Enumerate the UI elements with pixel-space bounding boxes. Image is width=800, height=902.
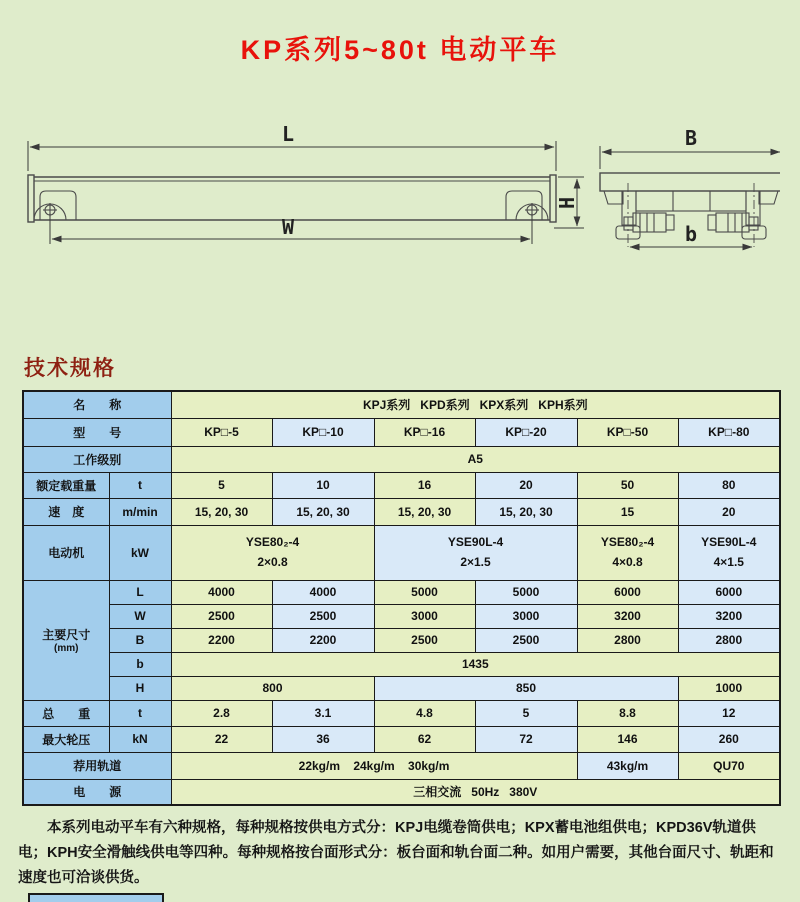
dim-cell: 800 [171, 676, 374, 700]
spec-table [22, 390, 781, 806]
dims-label: 主要尺寸 (mm) [23, 580, 109, 700]
motor-left [624, 213, 674, 232]
name-value: KPJ系列 KPD系列 KPX系列 KPH系列 [171, 391, 780, 418]
row-duty [23, 446, 780, 472]
technical-drawing [20, 125, 780, 273]
wheel-load-cell: 22 [171, 726, 272, 752]
dim-cell: 1000 [678, 676, 780, 700]
motor-cell: YSE80₂-4 4×0.8 [577, 525, 678, 580]
dimension-label-H: H [555, 196, 579, 210]
dim-cell: 6000 [678, 580, 780, 604]
section-heading: 技术规格 [24, 357, 116, 380]
row-dim-L [23, 580, 780, 604]
dim-cell: 3000 [374, 604, 475, 628]
rail-cell: 22kg/m 24kg/m 30kg/m [171, 752, 577, 779]
speed-cell: 15, 20, 30 [171, 498, 272, 525]
capacity-cell: 16 [374, 472, 475, 498]
duty-label: 工作级别 [23, 446, 171, 472]
capacity-cell: 5 [171, 472, 272, 498]
speed-cell: 15, 20, 30 [374, 498, 475, 525]
end-view-drawing [600, 126, 780, 247]
dim-cell: 2800 [678, 628, 780, 652]
speed-cell: 20 [678, 498, 780, 525]
next-table-cutoff [28, 893, 164, 902]
speed-cell: 15, 20, 30 [475, 498, 577, 525]
dim-key: b [109, 652, 171, 676]
speed-unit: m/min [109, 498, 171, 525]
duty-value: A5 [171, 446, 780, 472]
dim-cell: 1435 [171, 652, 780, 676]
dim-cell: 2200 [171, 628, 272, 652]
page-title: KP系列5~80t 电动平车 [240, 35, 560, 65]
model-cell: KP□-50 [577, 418, 678, 446]
dim-cell: 5000 [374, 580, 475, 604]
rail-cell: QU70 [678, 752, 780, 779]
dim-key: L [109, 580, 171, 604]
wheel-load-unit: kN [109, 726, 171, 752]
capacity-unit: t [109, 472, 171, 498]
row-model [23, 418, 780, 446]
dimension-label-B: B [684, 126, 698, 150]
motor-unit: kW [109, 525, 171, 580]
dimension-label-W: W [281, 215, 295, 239]
speed-cell: 15 [577, 498, 678, 525]
motor-cell: YSE80₂-4 2×0.8 [171, 525, 374, 580]
row-dim-H [23, 676, 780, 700]
wheel-load-cell: 146 [577, 726, 678, 752]
row-weight [23, 700, 780, 726]
capacity-cell: 20 [475, 472, 577, 498]
model-cell: KP□-5 [171, 418, 272, 446]
weight-cell: 3.1 [272, 700, 374, 726]
dim-cell: 2800 [577, 628, 678, 652]
row-capacity [23, 472, 780, 498]
model-cell: KP□-80 [678, 418, 780, 446]
side-view-drawing [28, 125, 584, 244]
capacity-cell: 10 [272, 472, 374, 498]
capacity-cell: 80 [678, 472, 780, 498]
capacity-cell: 50 [577, 472, 678, 498]
dim-key: B [109, 628, 171, 652]
dim-cell: 5000 [475, 580, 577, 604]
dim-key: W [109, 604, 171, 628]
row-dim-B [23, 628, 780, 652]
dim-cell: 2500 [171, 604, 272, 628]
wheel-load-label: 最大轮压 [23, 726, 109, 752]
motor-label: 电动机 [23, 525, 109, 580]
dimension-label-L: L [281, 125, 295, 146]
row-speed [23, 498, 780, 525]
weight-cell: 2.8 [171, 700, 272, 726]
row-dim-W [23, 604, 780, 628]
motor-right [708, 213, 758, 232]
dim-cell: 2500 [272, 604, 374, 628]
row-power [23, 779, 780, 805]
rail-label: 荐用轨道 [23, 752, 171, 779]
row-wheel-load [23, 726, 780, 752]
model-cell: KP□-16 [374, 418, 475, 446]
dim-cell: 6000 [577, 580, 678, 604]
dim-cell: 2500 [374, 628, 475, 652]
wheel-load-cell: 72 [475, 726, 577, 752]
rail-cell: 43kg/m [577, 752, 678, 779]
row-dim-b [23, 652, 780, 676]
weight-cell: 4.8 [374, 700, 475, 726]
speed-cell: 15, 20, 30 [272, 498, 374, 525]
wheel-load-cell: 62 [374, 726, 475, 752]
name-label: 名 称 [23, 391, 171, 418]
wheel-load-cell: 260 [678, 726, 780, 752]
model-cell: KP□-20 [475, 418, 577, 446]
dim-cell: 2500 [475, 628, 577, 652]
dim-cell: 2200 [272, 628, 374, 652]
weight-cell: 8.8 [577, 700, 678, 726]
dim-cell: 850 [374, 676, 678, 700]
footer-note: 本系列电动平车有六种规格，每种规格按供电方式分：KPJ电缆卷筒供电；KPX蓄电池组供电；KPD36V轨道供电；KPH安全滑触线供电等四种。每种规格按台面形式分：板台面和轨台面二种。如用户需要，其他台面尺寸、轨距和速度也可洽谈供货。 [18, 820, 774, 886]
weight-unit: t [109, 700, 171, 726]
dimension-label-b: b [684, 222, 698, 246]
row-name [23, 391, 780, 418]
model-cell: KP□-10 [272, 418, 374, 446]
dim-cell: 3200 [577, 604, 678, 628]
weight-cell: 12 [678, 700, 780, 726]
wheel-load-cell: 36 [272, 726, 374, 752]
model-label: 型 号 [23, 418, 171, 446]
dim-cell: 4000 [272, 580, 374, 604]
dim-cell: 3000 [475, 604, 577, 628]
speed-label: 速 度 [23, 498, 109, 525]
dim-cell: 3200 [678, 604, 780, 628]
row-motor [23, 525, 780, 580]
power-label: 电 源 [23, 779, 171, 805]
weight-cell: 5 [475, 700, 577, 726]
weight-label: 总 重 [23, 700, 109, 726]
motor-cell: YSE90L-4 4×1.5 [678, 525, 780, 580]
capacity-label: 额定载重量 [23, 472, 109, 498]
motor-cell: YSE90L-4 2×1.5 [374, 525, 577, 580]
row-rail [23, 752, 780, 779]
dim-key: H [109, 676, 171, 700]
power-value: 三相交流 50Hz 380V [171, 779, 780, 805]
dim-cell: 4000 [171, 580, 272, 604]
